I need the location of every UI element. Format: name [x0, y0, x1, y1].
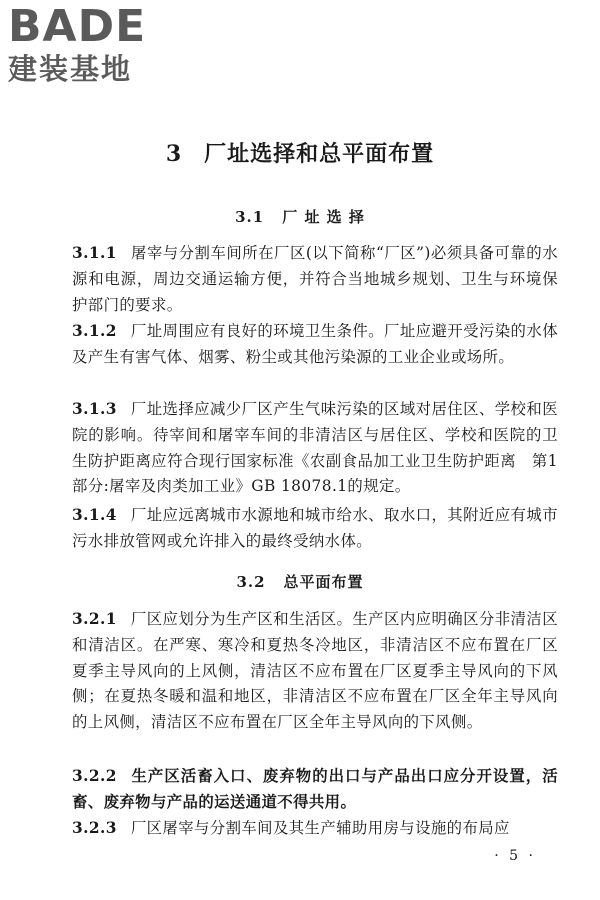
chapter-title-text: 厂址选择和总平面布置 — [204, 141, 435, 167]
clause-number: 3.1.1 — [72, 244, 117, 262]
section-title: 总平面布置 — [283, 573, 364, 591]
section-number: 3.1 — [235, 208, 265, 226]
logo-chinese-name: 建装基地 — [8, 52, 133, 86]
section-title: 厂 址 选 择 — [282, 208, 365, 226]
clause-number: 3.1.2 — [72, 322, 117, 340]
clause-paragraph — [72, 241, 558, 318]
clause-number: 3.1.4 — [72, 506, 117, 524]
clause-paragraph — [72, 607, 558, 736]
page-number: · 5 · — [494, 848, 536, 864]
clause-number: 3.1.3 — [72, 400, 117, 418]
clause-number: 3.2.3 — [72, 819, 117, 837]
clause-paragraph — [72, 397, 558, 500]
publisher-logo — [8, 1, 176, 86]
clause-paragraph — [72, 319, 558, 371]
chapter-title — [0, 137, 600, 168]
logo-wordmark: BADE — [8, 1, 147, 52]
section-heading — [0, 571, 600, 592]
clause-text: 生产区活畜入口、废弃物的出口与产品出口应分开设置，活畜、废弃物与产品的运送通道不得共用。 — [72, 767, 558, 811]
clause-number: 3.2.2 — [72, 767, 117, 785]
clause-text: 厂址选择应减少厂区产生气味污染的区域对居住区、学校和医院的影响。待宰间和屠宰车间的非清洁区与居住区、学校和医院的卫生防护距离应符合现行国家标准《农副食品加工业卫生防护距离 第1部分:屠宰及肉类加工业》GB 18078.1的规定。 — [72, 400, 558, 496]
section-heading — [0, 206, 600, 227]
clause-paragraph — [72, 503, 558, 555]
clause-number: 3.2.1 — [72, 610, 117, 628]
clause-text: 厂区屠宰与分割车间及其生产辅助用房与设施的布局应 — [130, 819, 510, 837]
clause-text: 厂址应远离城市水源地和城市给水、取水口，其附近应有城市污水排放管网或允许排入的最终受纳水体。 — [72, 506, 558, 550]
clause-text: 厂区应划分为生产区和生活区。生产区内应明确区分非清洁区和清洁区。在严寒、寒冷和夏热冬冷地区，非清洁区不应布置在厂区夏季主导风向的上风侧，清洁区不应布置在厂区夏季主导风向的下风侧；在夏热冬暖和温和地区，非清洁区不应布置在厂区全年主导风向的上风侧，清洁区不应布置在厂区全年主导风向的下风侧。 — [72, 610, 558, 732]
clause-text: 厂址周围应有良好的环境卫生条件。厂址应避开受污染的水体及产生有害气体、烟雾、粉尘或其他污染源的工业企业或场所。 — [72, 322, 558, 366]
section-number: 3.2 — [236, 573, 266, 591]
clause-paragraph — [72, 764, 558, 816]
chapter-number: 3 — [165, 141, 183, 167]
clause-paragraph — [72, 816, 558, 842]
clause-text: 屠宰与分割车间所在厂区(以下简称“厂区”)必须具备可靠的水源和电源，周边交通运输方便，并符合当地城乡规划、卫生与环境保护部门的要求。 — [72, 244, 558, 314]
